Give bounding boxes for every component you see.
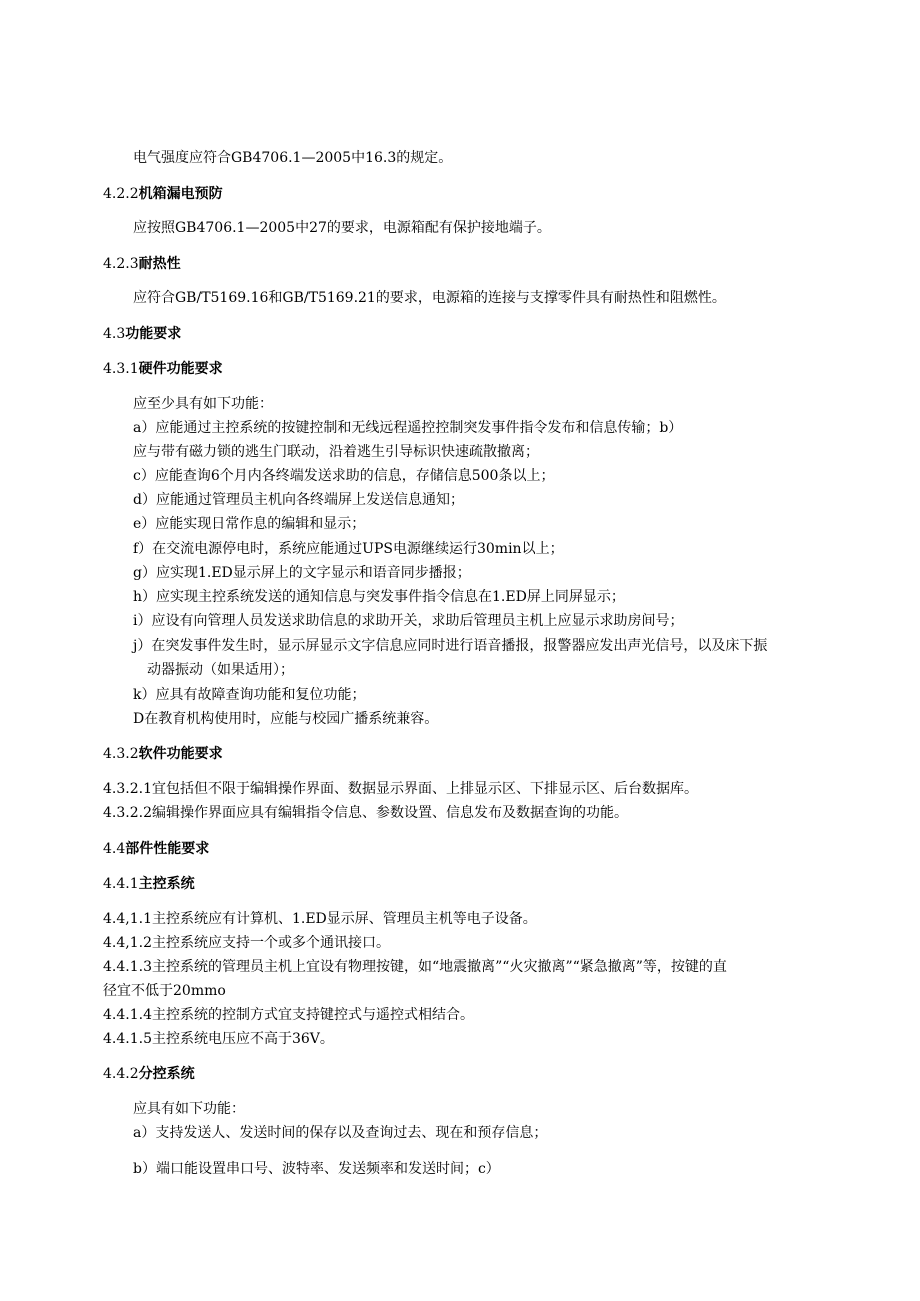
list-item: e）应能实现日常作息的编辑和显示；: [133, 516, 366, 532]
section-heading-4-4-2: [103, 1064, 195, 1084]
paragraph-line: 应至少具有如下功能：: [133, 396, 273, 412]
list-item: a）支持发送人、发送时间的保存以及查询过去、现在和预存信息；: [133, 1125, 548, 1141]
list-item: a）应能通过主控系统的按键控制和无线远程遥控控制突发事件指令发布和信息传输；b）: [133, 420, 683, 436]
section-title: 机箱漏电预防: [138, 186, 223, 202]
section-heading-4-2-2: [103, 184, 223, 204]
section-number: 4.3: [103, 326, 126, 342]
section-title: 部件性能要求: [125, 841, 210, 857]
section-heading-4-4: [103, 839, 209, 859]
section-heading-4-3: [103, 324, 181, 344]
paragraph-line: 应符合GB/T5169.16和GB/T5169.21的要求，电源箱的连接与支撑零件具有耐热性和阻燃性。: [133, 290, 726, 306]
list-item: 应与带有磁力锁的逃生门联动，沿着逃生引导标识快速疏散撤离；: [133, 444, 539, 460]
clause-line: 4.4,1.1主控系统应有计算机、1.ED显示屏、管理员主机等电子设备。: [103, 911, 537, 927]
paragraph-line: 电气强度应符合GB4706.1—2005中16.3的规定。: [133, 150, 453, 166]
paragraph-line: 应按照GB4706.1—2005中27的要求，电源箱配有保护接地端子。: [133, 220, 551, 236]
paragraph-line: 应具有如下功能：: [133, 1101, 245, 1117]
section-title: 硬件功能要求: [138, 361, 223, 377]
list-item: k）应具有故障查询功能和复位功能；: [133, 687, 366, 703]
list-item: g）应实现1.ED显示屏上的文字显示和语音同步播报；: [133, 565, 471, 581]
section-number: 4.2.3: [103, 256, 139, 272]
section-title: 软件功能要求: [138, 746, 223, 762]
clause-line-continuation: 径宜不低于20mmo: [103, 983, 226, 999]
section-heading-4-3-2: [103, 744, 223, 764]
section-title: 耐热性: [138, 256, 181, 272]
list-item: i）应设有向管理人员发送求助信息的求助开关，求助后管理员主机上应显示求助房间号；: [133, 613, 684, 629]
section-title: 主控系统: [138, 876, 195, 892]
list-item: f）在交流电源停电时，系统应能通过UPS电源继续运行30min以上；: [133, 541, 564, 557]
section-heading-4-4-1: [103, 874, 195, 894]
clause-line: 4.3.2.2编辑操作界面应具有编辑指令信息、参数设置、信息发布及数据查询的功能。: [103, 805, 628, 821]
section-number: 4.3.1: [103, 361, 139, 377]
list-item: D在教育机构使用时，应能与校园广播系统兼容。: [133, 711, 439, 727]
section-title: 分控系统: [138, 1066, 195, 1082]
list-item: c）应能查询6个月内各终端发送求助的信息，存储信息500条以上；: [133, 468, 555, 484]
clause-line: 4.4.1.3主控系统的管理员主机上宜设有物理按键，如“地震撤离”“火灾撤离”“紧急撤离”等，按键的直: [103, 959, 727, 975]
section-heading-4-3-1: [103, 359, 223, 379]
clause-line: 4.4.1.4主控系统的控制方式宜支持键控式与遥控式相结合。: [103, 1007, 474, 1023]
list-item: h）应实现主控系统发送的通知信息与突发事件指令信息在1.ED屏上同屏显示；: [133, 589, 625, 605]
section-number: 4.4.1: [103, 876, 139, 892]
clause-line: 4.3.2.1宜包括但不限于编辑操作界面、数据显示界面、上排显示区、下排显示区、后台数据库。: [103, 781, 698, 797]
list-item: j）在突发事件发生时，显示屏显示文字信息应同时进行语音播报，报警器应发出声光信号，以及床下振: [133, 638, 768, 654]
section-heading-4-2-3: [103, 254, 181, 274]
clause-line: 4.4,1.2主控系统应支持一个或多个通讯接口。: [103, 935, 390, 951]
list-item-continuation: 动器振动（如果适用）；: [147, 662, 294, 678]
list-item: b）端口能设置串口号、波特率、发送频率和发送时间；c）: [133, 1161, 500, 1177]
section-title: 功能要求: [125, 326, 182, 342]
clause-line: 4.4.1.5主控系统电压应不高于36V。: [103, 1031, 334, 1047]
section-number: 4.3.2: [103, 746, 139, 762]
section-number: 4.2.2: [103, 186, 139, 202]
section-number: 4.4.2: [103, 1066, 139, 1082]
list-item: d）应能通过管理员主机向各终端屏上发送信息通知；: [133, 492, 464, 508]
section-number: 4.4: [103, 841, 126, 857]
